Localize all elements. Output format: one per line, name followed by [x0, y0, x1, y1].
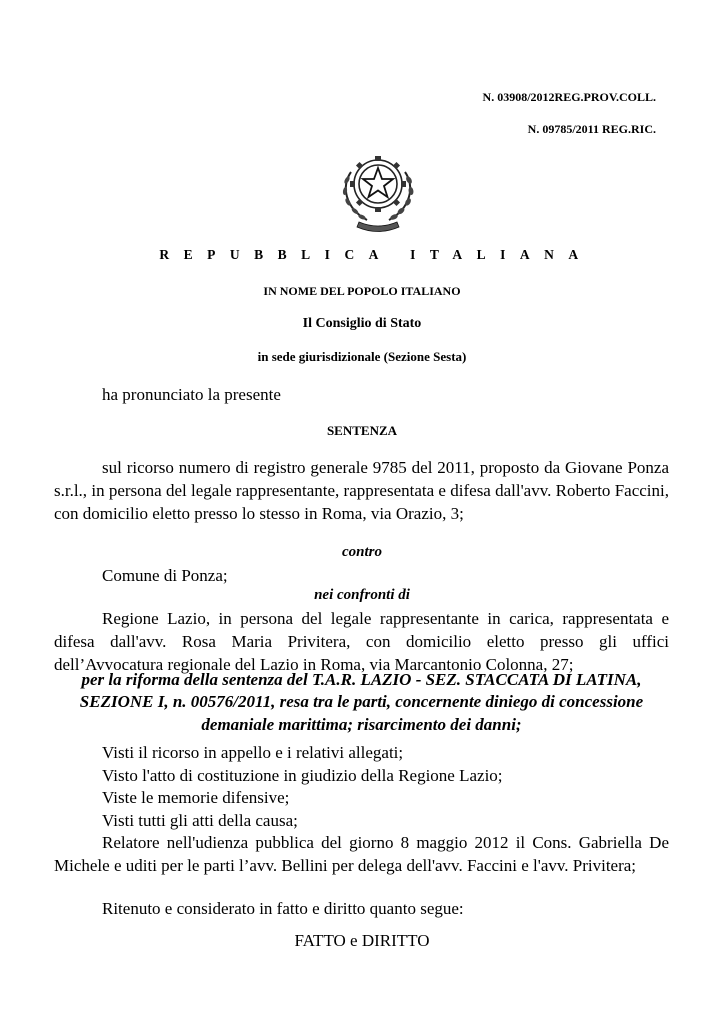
against-heading: contro: [341, 544, 382, 560]
recital-constitution: Visto l'atto di costituzione in giudizio della Regione Lazio;: [102, 766, 503, 785]
section-heading: in sede giurisdizionale (Sezione Sesta): [257, 349, 467, 364]
appeal-paragraph: sul ricorso numero di registro generale 9785 del 2011, proposto da Giovane Ponza s.r.l., in persona del legale rappresentante, rappresentata e difesa dall'avv. Roberto Faccini, con domicilio eletto presso lo stesso in Roma, via Orazio, 3;: [54, 458, 669, 523]
recital-appeal: Visti il ricorso in appello e i relativi allegati;: [102, 743, 404, 762]
council-heading: Il Consiglio di Stato: [302, 316, 422, 331]
italian-republic-emblem-icon: [337, 146, 419, 232]
facts-and-law-heading: FATTO e DIRITTO: [294, 931, 430, 950]
respondent-line: Comune di Ponza;: [102, 566, 228, 585]
considered-line: Ritenuto e considerato in fatto e diritto quanto segue:: [102, 899, 464, 918]
sentenza-heading: SENTENZA: [326, 423, 398, 438]
registry-number-ric: N. 09785/2011 REG.RIC.: [527, 122, 656, 136]
pronounced-line: ha pronunciato la presente: [102, 385, 281, 404]
in-name-of-people-heading: IN NOME DEL POPOLO ITALIANO: [263, 284, 461, 298]
reform-request-paragraph: per la riforma della sentenza del T.A.R. LAZIO - SEZ. STACCATA DI LATINA, SEZIONE I, n. 00576/2011, resa tra le parti, concernente diniego di concessione demaniale marittima; risarcimento dei danni;: [79, 670, 644, 734]
in-respect-of-heading: nei confronti di: [314, 587, 410, 603]
rapporteur-paragraph: Relatore nell'udienza pubblica del giorno 8 maggio 2012 il Cons. Gabriella De Michele e uditi per le parti l’avv. Bellini per delega dell'avv. Faccini e l'avv. Privitera;: [54, 833, 669, 875]
registry-number-coll: N. 03908/2012REG.PROV.COLL.: [482, 90, 656, 104]
recital-documents: Visti tutti gli atti della causa;: [102, 811, 298, 830]
republic-heading: REPUBBLICA ITALIANA: [159, 247, 593, 262]
counterparty-paragraph: Regione Lazio, in persona del legale rappresentante in carica, rappresentata e difesa dall'avv. Rosa Maria Privitera, con domicilio eletto presso gli uffici dell’Avvocatura regionale del Lazio in Roma, via Marcantonio Colonna, 27;: [54, 609, 669, 674]
recital-memories: Viste le memorie difensive;: [102, 788, 290, 807]
